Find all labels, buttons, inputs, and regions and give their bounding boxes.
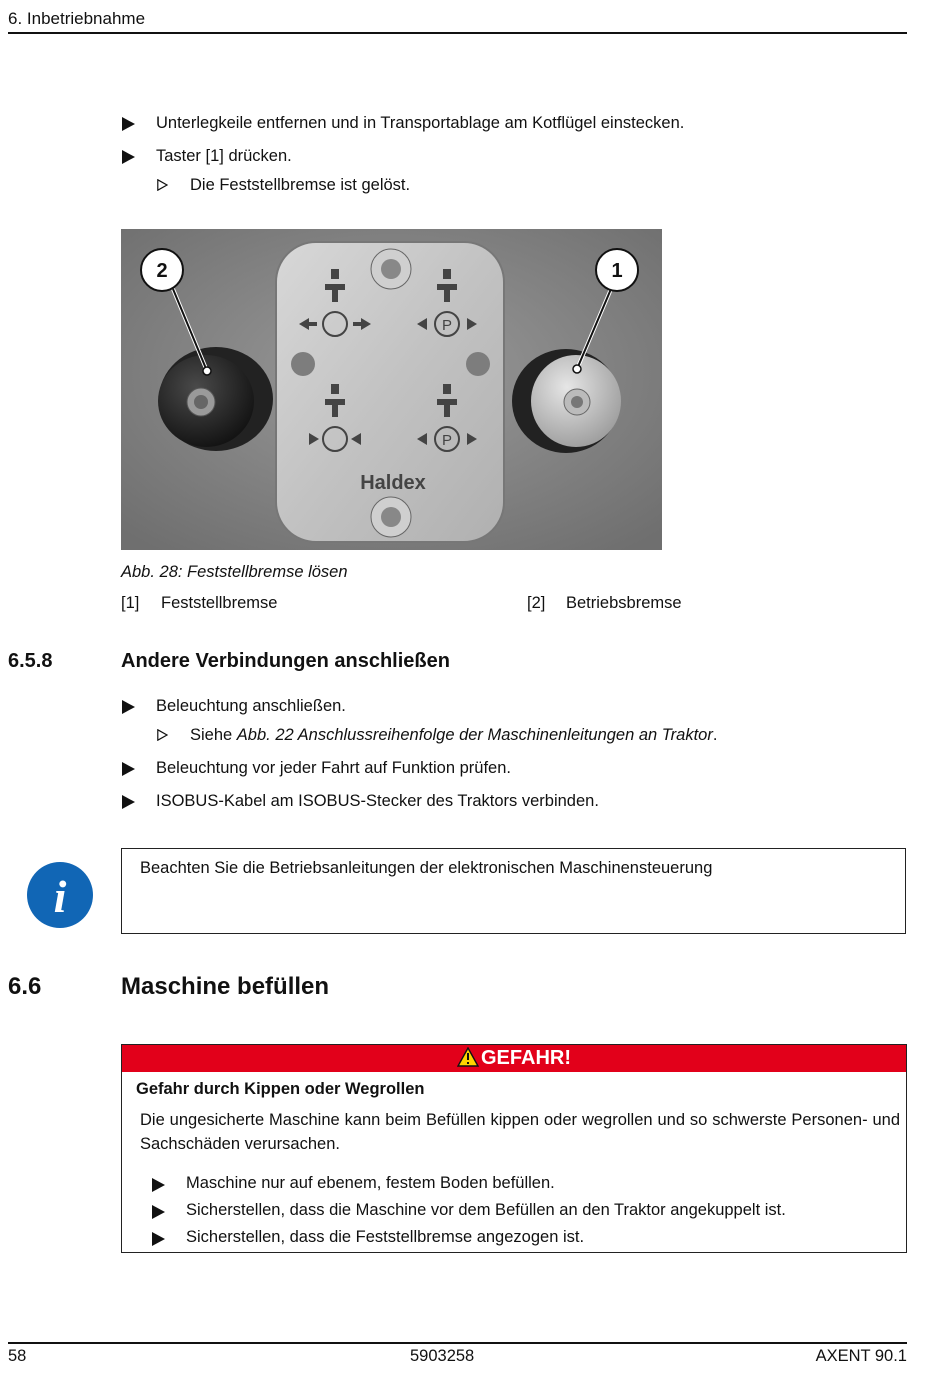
document-number: 5903258 xyxy=(410,1347,475,1365)
result-arrow-icon xyxy=(157,179,168,191)
parking-symbol-lower: P xyxy=(441,432,453,449)
warning-triangle-icon xyxy=(457,1047,479,1067)
danger-text: Die ungesicherte Maschine kann beim Befüllen kippen oder wegrollen und so schwerste Personen- und Sachschäden verursachen. xyxy=(140,1111,900,1153)
legend-label-2: Betriebsbremse xyxy=(566,594,682,612)
page-number: 58 xyxy=(8,1347,27,1365)
svg-text:1: 1 xyxy=(611,260,623,282)
step-text: ISOBUS-Kabel am ISOBUS-Stecker des Traktors verbinden. xyxy=(156,792,599,810)
reference-text xyxy=(190,726,717,745)
svg-text:i: i xyxy=(53,871,67,922)
reference-prefix: Siehe xyxy=(190,726,237,744)
step-arrow-icon xyxy=(122,150,135,164)
section-number: 6.6 xyxy=(8,973,42,1000)
result-arrow-icon xyxy=(157,729,168,741)
step-arrow-icon xyxy=(122,795,135,809)
running-header: 6. Inbetriebnahme xyxy=(8,9,146,28)
step-text: Beleuchtung vor jeder Fahrt auf Funktion prüfen. xyxy=(156,759,511,777)
step-text: Sicherstellen, dass die Feststellbremse angezogen ist. xyxy=(186,1228,585,1246)
figure-reference-link[interactable]: Abb. 22 Anschlussreihenfolge der Maschinenleitungen an Traktor xyxy=(236,726,713,744)
danger-subtitle: Gefahr durch Kippen oder Wegrollen xyxy=(136,1080,425,1098)
parking-symbol-upper: P xyxy=(441,317,453,334)
step-text: Unterlegkeile entfernen und in Transportablage am Kotflügel einstecken. xyxy=(156,114,685,132)
result-text: Die Feststellbremse ist gelöst. xyxy=(190,176,411,194)
step-arrow-icon xyxy=(152,1232,165,1246)
step-arrow-icon xyxy=(152,1178,165,1192)
screw-top xyxy=(371,249,411,289)
step-text: Maschine nur auf ebenem, festem Boden befüllen. xyxy=(186,1174,555,1192)
danger-box xyxy=(121,1044,907,1253)
figure-photo xyxy=(121,229,662,550)
plate-brand-logo: Haldex xyxy=(360,472,426,494)
step-text: Beleuchtung anschließen. xyxy=(156,697,346,715)
step-arrow-icon xyxy=(122,700,135,714)
step-arrow-icon xyxy=(122,117,135,131)
section-title: Maschine befüllen xyxy=(121,973,330,1000)
screw-bottom xyxy=(371,497,411,537)
legend-key-1: [1] xyxy=(121,594,140,612)
section-title: Andere Verbindungen anschließen xyxy=(121,650,450,672)
danger-bar xyxy=(122,1045,906,1072)
legend-label-1: Feststellbremse xyxy=(161,594,278,612)
callout-2 xyxy=(141,249,183,291)
step-arrow-icon xyxy=(122,762,135,776)
info-icon xyxy=(25,860,95,930)
header-rule xyxy=(8,32,907,34)
section-number: 6.5.8 xyxy=(8,650,53,672)
brake-panel-illustration xyxy=(121,229,662,550)
info-box xyxy=(121,848,906,934)
legend-key-2: [2] xyxy=(527,594,546,612)
footer-rule xyxy=(8,1342,907,1344)
figure-caption: Abb. 28: Feststellbremse lösen xyxy=(121,563,348,581)
info-text: Beachten Sie die Betriebsanleitungen der elektronischen Maschinensteuerung xyxy=(140,859,713,877)
svg-text:2: 2 xyxy=(156,260,168,282)
danger-label: GEFAHR! xyxy=(481,1047,571,1069)
step-text: Sicherstellen, dass die Maschine vor dem Befüllen an den Traktor angekuppelt ist. xyxy=(186,1201,786,1219)
step-arrow-icon xyxy=(152,1205,165,1219)
step-text: Taster [1] drücken. xyxy=(156,147,292,165)
product-name: AXENT 90.1 xyxy=(815,1347,907,1365)
callout-1 xyxy=(596,249,638,291)
reference-suffix: . xyxy=(712,726,718,744)
